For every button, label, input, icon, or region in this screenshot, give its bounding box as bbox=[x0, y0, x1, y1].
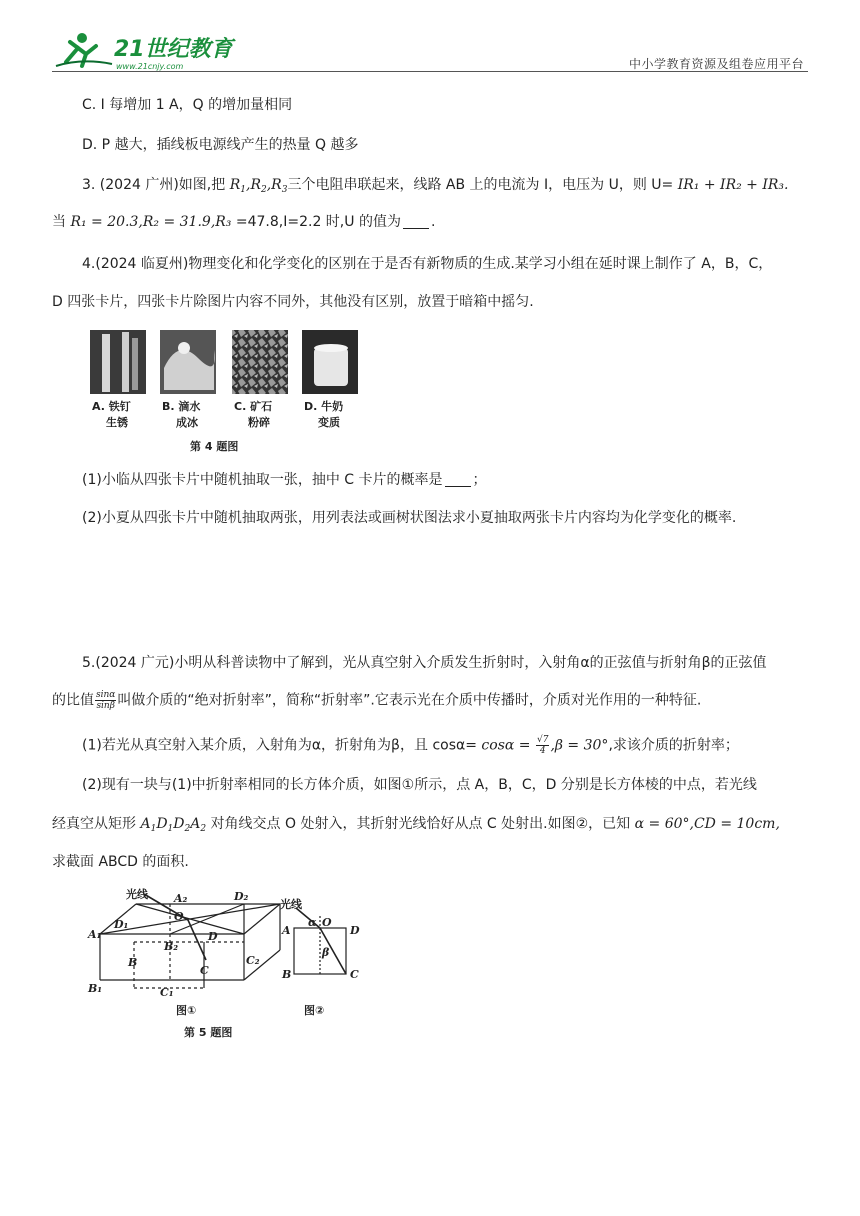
q5-sub2-given: α = 60°,CD = 10cm, bbox=[634, 816, 780, 832]
card-b-label: B. 滴水 bbox=[162, 400, 201, 413]
q5-line2-text-b: 叫做介质的“绝对折射率”，简称“折射率”.它表示光在介质中传播时，介质对光作用的一种特征. bbox=[117, 692, 702, 709]
label-c1: C₁ bbox=[160, 986, 174, 999]
q3-line1 bbox=[82, 175, 842, 195]
q4-sub2: (2)小夏从四张卡片中随机抽取两张，用列表法或画树状图法求小夏抽取两张卡片内容均为化学变化的概率. bbox=[82, 510, 737, 526]
label-b2: B₂ bbox=[164, 940, 179, 953]
label-c2: C₂ bbox=[246, 954, 260, 967]
q3-resistors: $R_1,R_2,R_3$ bbox=[229, 177, 288, 195]
q3-text-d: =47.8,I=2.2 时,U 的值为 bbox=[231, 214, 401, 230]
fig2-label-b: B bbox=[282, 968, 292, 981]
card-a-label-2: 生锈 bbox=[106, 416, 128, 429]
label-a1: A₁ bbox=[88, 928, 102, 941]
q5-rect-name: $A_1D_1D_2A_2$ bbox=[140, 816, 207, 834]
q5-sub2-text-a: 经真空从矩形 bbox=[52, 816, 141, 832]
card-d-label: D. 牛奶 bbox=[304, 400, 344, 413]
q5-sub2-text-b: 对角线交点 O 处射入，其折射光线恰好从点 C 处射出.如图②，已知 bbox=[206, 816, 635, 832]
label-b: B bbox=[128, 956, 138, 969]
fig2-light-label: 光线 bbox=[280, 898, 302, 911]
q4-figure-caption: 第 4 题图 bbox=[190, 440, 239, 453]
label-d1: D₁ bbox=[114, 918, 129, 931]
q4-answer-blank bbox=[445, 472, 471, 487]
header-rule bbox=[52, 71, 808, 72]
q3-answer-blank bbox=[403, 214, 429, 229]
q4-line1: 4.(2024 临夏州)物理变化和化学变化的区别在于是否有新物质的生成.某学习小组在延时课上制作了 A，B，C， bbox=[82, 256, 773, 272]
q5-sub2-line2 bbox=[52, 814, 812, 834]
label-c: C bbox=[200, 964, 209, 977]
card-b-image bbox=[160, 330, 216, 394]
q5-frac-num: sinα bbox=[96, 690, 116, 700]
q5-line1: 5.(2024 广元)小明从科普读物中了解到，光从真空射入介质发生折射时，入射角α的正弦值与折射角β的正弦值 bbox=[82, 655, 767, 671]
q4-sub1-text: (1)小临从四张卡片中随机抽取一张，抽中 C 卡片的概率是 bbox=[82, 472, 443, 488]
label-alpha: α bbox=[308, 916, 317, 929]
q3-text-a: 3. (2024 广州)如图,把 bbox=[82, 177, 230, 193]
q5-frac-den: sinβ bbox=[96, 701, 115, 711]
logo bbox=[52, 28, 252, 72]
q5-ratio-fraction bbox=[95, 690, 116, 711]
cross-section-diagram bbox=[294, 908, 346, 974]
q5-sub1-cos: cosα = bbox=[481, 737, 535, 754]
q5-line2-text-a: 的比值 bbox=[52, 692, 94, 709]
q5-sub1-frac-den: 4 bbox=[539, 746, 546, 756]
label-beta: β bbox=[322, 946, 330, 959]
card-c-image bbox=[232, 330, 288, 394]
cuboid-diagram bbox=[100, 894, 280, 988]
q4-sub1-end: ； bbox=[472, 472, 487, 488]
q5-sub1-text: (1)若光从真空射入某介质，入射角为α，折射角为β，且 cosα= bbox=[82, 737, 482, 754]
q5-sub1-frac-num: √7 bbox=[536, 735, 549, 745]
q5-sub1 bbox=[82, 735, 842, 756]
card-a-image bbox=[90, 330, 146, 394]
card-c-label-2: 粉碎 bbox=[248, 416, 270, 429]
q5-sub1-fraction bbox=[536, 735, 549, 756]
fig2-label-a: A bbox=[282, 924, 291, 937]
fig1-light-label: 光线 bbox=[126, 888, 148, 901]
q4-sub1 bbox=[82, 470, 842, 490]
q5-sub1-beta: ,β = 30° bbox=[550, 737, 609, 754]
platform-name: 中小学教育资源及组卷应用平台 bbox=[628, 57, 804, 71]
label-o: O bbox=[174, 910, 184, 923]
logo-url: www.21cnjy.com bbox=[116, 62, 184, 71]
card-c-label: C. 矿石 bbox=[234, 400, 273, 413]
figure1-labels bbox=[87, 888, 260, 999]
label-d: D bbox=[208, 930, 218, 943]
card-d-image bbox=[302, 330, 358, 394]
fig2-label: 图② bbox=[304, 1004, 325, 1017]
runner-icon bbox=[56, 33, 112, 66]
q3-values: R₁ = 20.3,R₂ = 31.9,R₃ bbox=[70, 214, 232, 230]
q3-line2 bbox=[52, 212, 812, 232]
q3-text-e: . bbox=[430, 214, 436, 230]
q5-figure-caption: 第 5 题图 bbox=[184, 1026, 233, 1039]
fig2-label-d: D bbox=[350, 924, 360, 937]
card-d-label-2: 变质 bbox=[318, 416, 340, 429]
q5-figure bbox=[84, 888, 384, 1048]
fig2-label-c: C bbox=[350, 968, 359, 981]
q4-line2: D 四张卡片，四张卡片除图片内容不同外，其他没有区别，放置于暗箱中摇匀. bbox=[52, 294, 534, 310]
q5-sub1-end: ,求该介质的折射率； bbox=[608, 737, 739, 754]
logo-text: 21世纪教育 bbox=[114, 37, 233, 62]
card-a-label: A. 铁钉 bbox=[92, 400, 131, 413]
q3-text-c: 当 bbox=[52, 214, 71, 230]
fig1-label: 图① bbox=[176, 1004, 197, 1017]
label-d2: D₂ bbox=[234, 890, 249, 903]
q2-option-c: C. I 每增加 1 A，Q 的增加量相同 bbox=[82, 97, 293, 113]
q4-figure bbox=[88, 328, 368, 456]
q5-sub2-line1: (2)现有一块与(1)中折射率相同的长方体介质，如图①所示，点 A，B，C，D 分别是长方体棱的中点，若光线 bbox=[82, 777, 757, 793]
q3-formula: IR₁ + IR₂ + IR₃. bbox=[677, 177, 789, 193]
q5-sub2-line3: 求截面 ABCD 的面积. bbox=[52, 854, 189, 870]
q2-option-d: D. P 越大，插线板电源线产生的热量 Q 越多 bbox=[82, 137, 359, 153]
label-b1: B₁ bbox=[88, 982, 103, 995]
card-b-label-2: 成冰 bbox=[176, 416, 198, 429]
q3-text-b: 三个电阻串联起来，线路 AB 上的电流为 I，电压为 U，则 U= bbox=[287, 177, 678, 193]
q5-line2 bbox=[52, 690, 812, 711]
fig2-label-o: O bbox=[322, 916, 332, 929]
page-header bbox=[52, 28, 808, 74]
label-a2: A₂ bbox=[174, 892, 188, 905]
